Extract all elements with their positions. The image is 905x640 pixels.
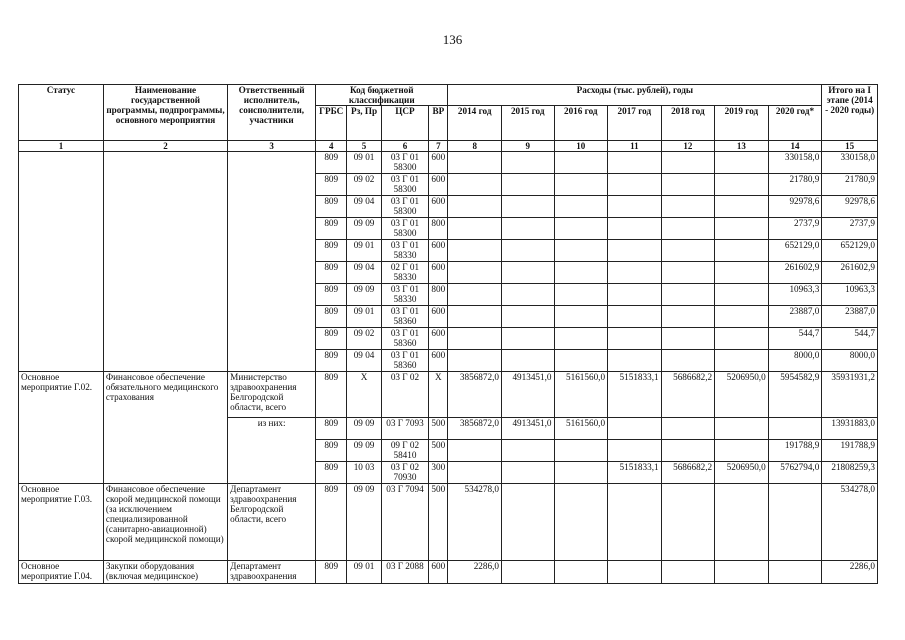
col-number: 6 (381, 141, 428, 152)
vr-cell: 600 (429, 174, 448, 196)
grbs-cell: 809 (316, 328, 347, 350)
vr-cell: 300 (429, 462, 448, 484)
year-value-cell (715, 561, 769, 584)
col-number: 3 (228, 141, 316, 152)
year-value-cell (501, 284, 554, 306)
year-value-cell: 5206950,0 (715, 372, 769, 418)
table-row (19, 372, 878, 418)
grbs-cell: 809 (316, 196, 347, 218)
program-name-cell: Закупки оборудования (включая медицинское) (103, 561, 227, 584)
total-value-cell: 21808259,3 (822, 462, 878, 484)
program-name-cell: Финансовое обеспечение скорой медицинской помощи (за исключением специализированной (санитарно-авиационной) скорой медицинской помощи) (103, 484, 227, 561)
year-value-cell: 5954582,9 (768, 372, 822, 418)
total-value-cell: 8000,0 (822, 350, 878, 372)
year-value-cell (448, 174, 502, 196)
csr-cell: 03 Г 01 58300 (381, 174, 428, 196)
year-value-cell (554, 350, 608, 372)
year-value-cell (554, 174, 608, 196)
csr-cell: 03 Г 01 58300 (381, 152, 428, 174)
csr-cell: 02 Г 01 58330 (381, 262, 428, 284)
col-number: 4 (316, 141, 347, 152)
table-row (19, 561, 878, 584)
year-value-cell (608, 196, 662, 218)
year-value-cell (501, 174, 554, 196)
csr-cell: 03 Г 01 58300 (381, 218, 428, 240)
year-value-cell (554, 262, 608, 284)
table-body (19, 152, 878, 584)
year-value-cell (768, 484, 822, 561)
year-value-cell (661, 484, 715, 561)
year-value-cell (448, 152, 502, 174)
rzpr-cell: 09 09 (347, 484, 381, 561)
year-value-cell: 330158,0 (768, 152, 822, 174)
year-value-cell (661, 174, 715, 196)
year-value-cell (501, 306, 554, 328)
rzpr-cell: 09 01 (347, 240, 381, 262)
year-value-cell (608, 240, 662, 262)
col-number: 13 (715, 141, 769, 152)
year-value-cell (715, 418, 769, 440)
year-value-cell (608, 218, 662, 240)
executor-cell: Департамент здравоохранения (228, 561, 316, 584)
total-value-cell: 652129,0 (822, 240, 878, 262)
year-value-cell: 544,7 (768, 328, 822, 350)
total-value-cell: 2286,0 (822, 561, 878, 584)
year-value-cell (608, 152, 662, 174)
year-value-cell (715, 440, 769, 462)
year-value-cell (501, 218, 554, 240)
col-number: 15 (822, 141, 878, 152)
total-value-cell: 2737,9 (822, 218, 878, 240)
year-value-cell (661, 152, 715, 174)
header-expenses: Расходы (тыс. рублей), годы (448, 85, 822, 106)
year-value-cell (501, 196, 554, 218)
year-value-cell (608, 418, 662, 440)
csr-cell: 03 Г 01 58330 (381, 240, 428, 262)
rzpr-cell: 09 02 (347, 328, 381, 350)
year-value-cell (768, 418, 822, 440)
rzpr-cell: 09 09 (347, 218, 381, 240)
year-value-cell (661, 440, 715, 462)
grbs-cell: 809 (316, 262, 347, 284)
year-value-cell (448, 350, 502, 372)
year-value-cell (661, 306, 715, 328)
grbs-cell: 809 (316, 372, 347, 418)
status-cell: Основное мероприятие Г.02. (19, 372, 104, 484)
year-value-cell (715, 484, 769, 561)
year-value-cell: 3856872,0 (448, 418, 502, 440)
vr-cell: 600 (429, 328, 448, 350)
vr-cell: 800 (429, 218, 448, 240)
year-value-cell (448, 306, 502, 328)
header-total: Итого на I этапе (2014 - 2020 годы) (822, 85, 878, 141)
year-value-cell (608, 440, 662, 462)
csr-cell: 03 Г 02 70930 (381, 462, 428, 484)
rzpr-cell: 09 04 (347, 350, 381, 372)
vr-cell: Х (429, 372, 448, 418)
year-value-cell: 92978,6 (768, 196, 822, 218)
executor-cell: из них: (228, 418, 316, 484)
header-year: 2016 год (554, 106, 608, 141)
header-year: 2019 год (715, 106, 769, 141)
year-value-cell (501, 328, 554, 350)
total-value-cell: 534278,0 (822, 484, 878, 561)
year-value-cell: 5686682,2 (661, 372, 715, 418)
program-name-cell (103, 152, 227, 372)
year-value-cell (715, 262, 769, 284)
csr-cell: 03 Г 2088 (381, 561, 428, 584)
year-value-cell (768, 561, 822, 584)
year-value-cell (608, 561, 662, 584)
grbs-cell: 809 (316, 218, 347, 240)
executor-cell: Департамент здравоохранения Белгородской области, всего (228, 484, 316, 561)
header-year: 2015 год (501, 106, 554, 141)
year-value-cell (554, 152, 608, 174)
total-value-cell: 330158,0 (822, 152, 878, 174)
year-value-cell (715, 284, 769, 306)
vr-cell: 600 (429, 561, 448, 584)
year-value-cell (501, 440, 554, 462)
total-value-cell: 21780,9 (822, 174, 878, 196)
year-value-cell: 2286,0 (448, 561, 502, 584)
col-number: 5 (347, 141, 381, 152)
rzpr-cell: 09 01 (347, 152, 381, 174)
year-value-cell (715, 328, 769, 350)
csr-cell: 03 Г 01 58330 (381, 284, 428, 306)
year-value-cell (661, 196, 715, 218)
year-value-cell: 23887,0 (768, 306, 822, 328)
header-csr: ЦСР (381, 106, 428, 141)
year-value-cell (501, 484, 554, 561)
year-value-cell (554, 440, 608, 462)
year-value-cell (554, 328, 608, 350)
year-value-cell (554, 306, 608, 328)
year-value-cell (661, 561, 715, 584)
grbs-cell: 809 (316, 152, 347, 174)
csr-cell: 03 Г 02 (381, 372, 428, 418)
year-value-cell (608, 350, 662, 372)
year-value-cell (501, 152, 554, 174)
page-number: 136 (442, 32, 463, 47)
grbs-cell: 809 (316, 174, 347, 196)
year-value-cell (715, 240, 769, 262)
year-value-cell (554, 284, 608, 306)
vr-cell: 600 (429, 152, 448, 174)
rzpr-cell: 09 04 (347, 196, 381, 218)
grbs-cell: 809 (316, 240, 347, 262)
total-value-cell: 191788,9 (822, 440, 878, 462)
rzpr-cell: 09 09 (347, 284, 381, 306)
grbs-cell: 809 (316, 284, 347, 306)
status-cell: Основное мероприятие Г.04. (19, 561, 104, 584)
header-vr: ВР (429, 106, 448, 141)
year-value-cell: 2737,9 (768, 218, 822, 240)
col-number: 10 (554, 141, 608, 152)
csr-cell: 03 Г 7093 (381, 418, 428, 440)
table-row (19, 152, 878, 174)
rzpr-cell: 10 03 (347, 462, 381, 484)
year-value-cell (554, 561, 608, 584)
grbs-cell: 809 (316, 561, 347, 584)
year-value-cell: 5762794,0 (768, 462, 822, 484)
csr-cell: 03 Г 01 58360 (381, 306, 428, 328)
year-value-cell: 4913451,0 (501, 372, 554, 418)
program-name-cell: Финансовое обеспечение обязательного медицинского страхования (103, 372, 227, 484)
year-value-cell (501, 462, 554, 484)
csr-cell: 03 Г 01 58300 (381, 196, 428, 218)
year-value-cell (661, 350, 715, 372)
year-value-cell (661, 328, 715, 350)
header-grbs: ГРБС (316, 106, 347, 141)
grbs-cell: 809 (316, 350, 347, 372)
year-value-cell: 261602,9 (768, 262, 822, 284)
year-value-cell (608, 174, 662, 196)
rzpr-cell: 09 02 (347, 174, 381, 196)
col-number: 12 (661, 141, 715, 152)
executor-cell (228, 152, 316, 372)
year-value-cell (554, 218, 608, 240)
vr-cell: 500 (429, 418, 448, 440)
year-value-cell: 5161560,0 (554, 372, 608, 418)
rzpr-cell: 09 09 (347, 440, 381, 462)
grbs-cell: 809 (316, 306, 347, 328)
total-value-cell: 23887,0 (822, 306, 878, 328)
year-value-cell: 5686682,2 (661, 462, 715, 484)
total-value-cell: 13931883,0 (822, 418, 878, 440)
rzpr-cell: 09 09 (347, 418, 381, 440)
year-value-cell (608, 262, 662, 284)
year-value-cell (608, 306, 662, 328)
year-value-cell (448, 262, 502, 284)
year-value-cell (501, 240, 554, 262)
csr-cell: 03 Г 01 58360 (381, 328, 428, 350)
header-executor: Ответственный исполнитель, соисполнители, участники (228, 85, 316, 141)
header-program-name: Наименование государственной программы, подпрограммы, основного мероприятия (103, 85, 227, 141)
rzpr-cell: 09 04 (347, 262, 381, 284)
year-value-cell (661, 284, 715, 306)
col-number: 8 (448, 141, 502, 152)
year-value-cell (448, 196, 502, 218)
year-value-cell: 21780,9 (768, 174, 822, 196)
header-budget-code: Код бюджетной классификации (316, 85, 448, 106)
year-value-cell (554, 240, 608, 262)
year-value-cell (661, 418, 715, 440)
col-number: 7 (429, 141, 448, 152)
grbs-cell: 809 (316, 462, 347, 484)
header-year: 2020 год* (768, 106, 822, 141)
rzpr-cell: Х (347, 372, 381, 418)
grbs-cell: 809 (316, 484, 347, 561)
year-value-cell (608, 328, 662, 350)
vr-cell: 600 (429, 350, 448, 372)
status-cell: Основное мероприятие Г.03. (19, 484, 104, 561)
vr-cell: 600 (429, 196, 448, 218)
table-row (19, 484, 878, 561)
header-year: 2014 год (448, 106, 502, 141)
year-value-cell: 5161560,0 (554, 418, 608, 440)
year-value-cell (448, 440, 502, 462)
year-value-cell (501, 350, 554, 372)
header-year: 2017 год (608, 106, 662, 141)
year-value-cell (501, 262, 554, 284)
status-cell (19, 152, 104, 372)
year-value-cell: 5206950,0 (715, 462, 769, 484)
csr-cell: 09 Г 02 58410 (381, 440, 428, 462)
year-value-cell: 8000,0 (768, 350, 822, 372)
total-value-cell: 261602,9 (822, 262, 878, 284)
year-value-cell: 652129,0 (768, 240, 822, 262)
vr-cell: 500 (429, 440, 448, 462)
executor-cell: Министерство здравоохранения Белгородской области, всего (228, 372, 316, 418)
total-value-cell: 35931931,2 (822, 372, 878, 418)
year-value-cell (715, 174, 769, 196)
year-value-cell (448, 240, 502, 262)
year-value-cell (661, 240, 715, 262)
vr-cell: 800 (429, 284, 448, 306)
total-value-cell: 92978,6 (822, 196, 878, 218)
year-value-cell (715, 196, 769, 218)
vr-cell: 600 (429, 306, 448, 328)
csr-cell: 03 Г 01 58360 (381, 350, 428, 372)
vr-cell: 600 (429, 262, 448, 284)
vr-cell: 600 (429, 240, 448, 262)
year-value-cell: 534278,0 (448, 484, 502, 561)
year-value-cell (448, 284, 502, 306)
year-value-cell: 3856872,0 (448, 372, 502, 418)
col-number: 11 (608, 141, 662, 152)
year-value-cell: 191788,9 (768, 440, 822, 462)
year-value-cell (608, 484, 662, 561)
year-value-cell (501, 561, 554, 584)
year-value-cell (661, 218, 715, 240)
year-value-cell: 4913451,0 (501, 418, 554, 440)
year-value-cell (448, 218, 502, 240)
year-value-cell (554, 462, 608, 484)
total-value-cell: 544,7 (822, 328, 878, 350)
col-number: 9 (501, 141, 554, 152)
year-value-cell (715, 218, 769, 240)
grbs-cell: 809 (316, 418, 347, 440)
year-value-cell (554, 484, 608, 561)
year-value-cell: 5151833,1 (608, 372, 662, 418)
year-value-cell (715, 152, 769, 174)
year-value-cell: 10963,3 (768, 284, 822, 306)
header-year: 2018 год (661, 106, 715, 141)
total-value-cell: 10963,3 (822, 284, 878, 306)
year-value-cell (448, 328, 502, 350)
year-value-cell (448, 462, 502, 484)
vr-cell: 500 (429, 484, 448, 561)
year-value-cell (608, 284, 662, 306)
year-value-cell: 5151833,1 (608, 462, 662, 484)
csr-cell: 03 Г 7094 (381, 484, 428, 561)
header-status: Статус (19, 85, 104, 141)
year-value-cell (715, 350, 769, 372)
header-rzpr: Рз, Пр (347, 106, 381, 141)
year-value-cell (715, 306, 769, 328)
grbs-cell: 809 (316, 440, 347, 462)
col-number: 2 (103, 141, 227, 152)
rzpr-cell: 09 01 (347, 306, 381, 328)
rzpr-cell: 09 01 (347, 561, 381, 584)
col-number: 1 (19, 141, 104, 152)
year-value-cell (661, 262, 715, 284)
year-value-cell (554, 196, 608, 218)
col-number: 14 (768, 141, 822, 152)
budget-table (18, 84, 878, 584)
